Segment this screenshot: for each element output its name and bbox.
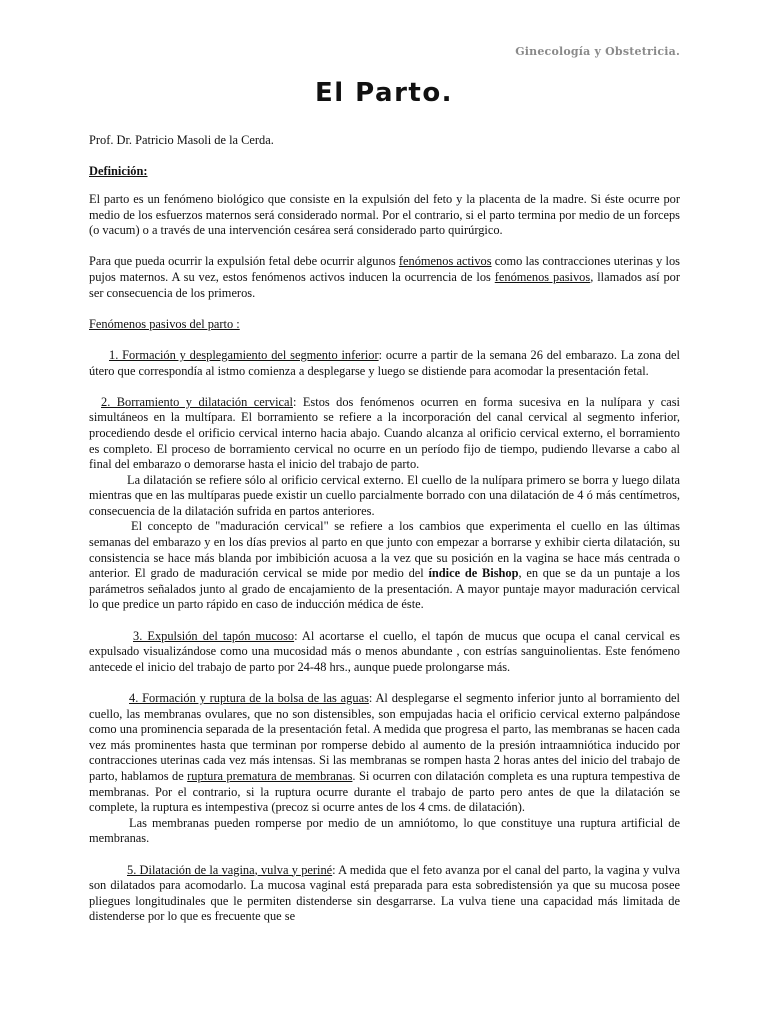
document-body bbox=[89, 192, 680, 925]
text-run: El concepto de "maduración cervical" se refiere a los cambios que experimenta el cuello en las últimas semanas del embarazo y en los días previos al parto en que junto con empezar a borrarse y exhibir cierta dilatación, su consistencia se hace más blanda por imbibición acuosa a la vez que su posición en la vagina se hace más centrada o anterior. El grado de maduración cervical se mide por medio del bbox=[89, 519, 680, 581]
item-3-text: : Al acortarse el cuello, el tapón de mucus que ocupa el canal cervical es expulsado visualizándose como una mucosidad más o menos abundante , con estrías sanguinolientas. Este fenómeno antecede el inicio del trabajo de parto por 24-48 hrs., aunque puede prolongarse más. bbox=[89, 628, 680, 674]
item-5 bbox=[89, 863, 680, 925]
text-run: Para que pueda ocurrir la expulsión fetal debe ocurrir algunos bbox=[89, 254, 399, 269]
item-1-text: : ocurre a partir de la semana 26 del embarazo. La zona del útero que correspondía al istmo comienza a desplegarse y luego se distiende para acomodar la presentación fetal. bbox=[89, 347, 680, 378]
item-2-title: 2. Borramiento y dilatación cervical bbox=[101, 394, 293, 409]
item-5-text: : A medida que el feto avanza por el canal del parto, la vagina y vulva son dilatados para acomodarlo. La mucosa vaginal está preparada para esta sobredistensión ya que su mucosa posee pliegues longitudinales que le permiten distenderse sin desgarrarse. La vulva tiene una capacidad más limitada de distenderse por lo que es frecuente que se bbox=[89, 862, 680, 924]
text-run: . Si ocurren con dilatación completa es una ruptura tempestiva de membranas. Por el contrario, si la ruptura ocurre durante el trabajo de parto pero antes de que la dilatación se complete, la ruptura es intempestiva (precoz si ocurre antes de los 4 cms. de dilatación). bbox=[89, 768, 680, 815]
item-1 bbox=[89, 348, 680, 379]
definition-heading: Definición: bbox=[89, 164, 148, 178]
item-5-title: 5. Dilatación de la vagina, vulva y periné bbox=[127, 862, 333, 877]
item-4-title: 4. Formación y ruptura de la bolsa de las aguas bbox=[129, 691, 369, 705]
underlined-term: fenómenos pasivos bbox=[494, 269, 591, 284]
item-1-title: 1. Formación y desplegamiento del segmento inferior bbox=[109, 347, 379, 362]
page-title: El Parto. bbox=[314, 78, 454, 108]
item-3-title: 3. Expulsión del tapón mucoso bbox=[133, 628, 295, 643]
text-run: como las contracciones uterinas y los pujos maternos. A su vez, estos fenómenos activos inducen la ocurrencia de los bbox=[89, 254, 680, 284]
underlined-term: fenómenos activos bbox=[398, 254, 492, 269]
definition-paragraph-2 bbox=[89, 254, 680, 301]
item-2 bbox=[89, 395, 680, 473]
definition-paragraph-1: El parto es un fenómeno biológico que consiste en la expulsión del feto y la placenta de la madre. Si éste ocurre por medio de los esfuerzos maternos será considerado normal. Por el contrario, si el parto termina por medio de un forceps (o vacum) o a través de una intervención cesárea será considerado parto quirúrgico. bbox=[89, 192, 680, 238]
item-4 bbox=[89, 691, 680, 816]
item-2-text: : Estos dos fenómenos ocurren en forma sucesiva en la nulípara y casi simultáneos en la multípara. El borramiento se refiere a la incorporación del canal cervical al segmento inferior, procediendo desde el orificio cervical interno hacia abajo. Cuando alcanza al orificio cervical externo, el borramiento es completo. El proceso de borramiento cervical no ocurre en un período fijo de tiempo, pudiendo llevarse a cabo al final del embarazo o demorarse hasta el inicio del trabajo de parto. bbox=[89, 394, 680, 472]
text-run: , llamados así por ser consecuencia de los primeros. bbox=[89, 269, 681, 300]
item-4-paragraph-2: Las membranas pueden romperse por medio de un amniótomo, lo que constituye una ruptura artificial de membranas. bbox=[89, 815, 680, 846]
underlined-term: ruptura prematura de membranas bbox=[187, 768, 353, 783]
running-head: Ginecología y Obstetricia. bbox=[515, 45, 680, 58]
item-2-paragraph-3 bbox=[89, 519, 680, 613]
passive-phenomena-heading: Fenómenos pasivos del parto : bbox=[89, 316, 240, 331]
item-3 bbox=[89, 629, 680, 676]
text-run: , en que se da un puntaje a los parámetros señalados junto al grado de encajamiento de la presentación. A mayor puntaje mayor maduración cervical lo que predice un parto rápido en caso de inducción médica de éste. bbox=[89, 566, 680, 612]
text-run: : Al desplegarse el segmento inferior junto al borramiento del cuello, las membranas ovulares, que no son distensibles, son empujadas hacia el orificio cervical externo palpándose como una prominencia separada de la presentación fetal. A medida que progresa el parto, las membranas se hacen cada vez más prominentes hasta que terminan por romperse debido al aumento de la presión intraamniótica inducido por contracciones uterinas cada vez más intensas. Si las membranas se rompen hasta 2 horas antes del inicio del trabajo de parto, hablamos de bbox=[89, 691, 680, 783]
bishop-index-term: índice de Bishop bbox=[428, 566, 519, 581]
author-line: Prof. Dr. Patricio Masoli de la Cerda. bbox=[89, 133, 274, 147]
item-2-paragraph-2: La dilatación se refiere sólo al orificio cervical externo. El cuello de la nulípara primero se borra y luego dilata mientras que en las multíparas puede existir un cuello parcialmente borrado con una dilatación de 4 ó más centímetros, consecuencia de la dilatación sufrida en partos anteriores. bbox=[89, 472, 680, 518]
